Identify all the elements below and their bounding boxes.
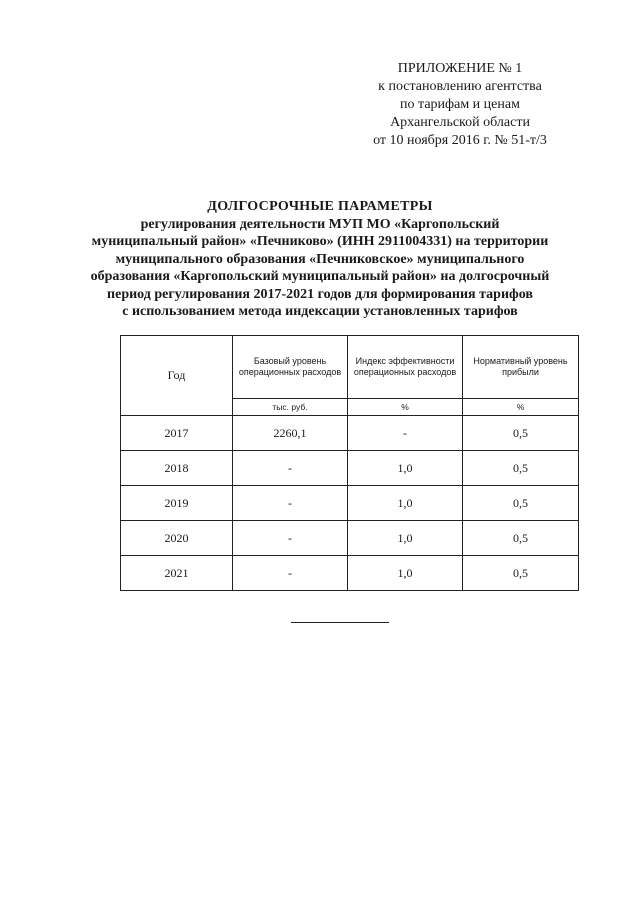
cell-efficiency-index: 1,0 — [348, 451, 463, 486]
cell-year: 2017 — [121, 416, 233, 451]
parameters-table — [120, 335, 579, 591]
table-row — [121, 556, 579, 591]
cell-base-costs: - — [233, 486, 348, 521]
cell-profit-level: 0,5 — [463, 416, 579, 451]
cell-base-costs: 2260,1 — [233, 416, 348, 451]
cell-year: 2021 — [121, 556, 233, 591]
table-row — [121, 521, 579, 556]
appendix-date: от 10 ноября 2016 г. № 51-т/3 — [373, 133, 547, 148]
table-header-row — [121, 336, 579, 399]
title-line: период регулирования 2017-2021 годов для формирования тарифов — [107, 286, 533, 302]
table-row — [121, 486, 579, 521]
appendix-line: по тарифам и ценам — [400, 97, 520, 112]
cell-year: 2020 — [121, 521, 233, 556]
appendix-line: Архангельской области — [390, 115, 530, 130]
header-efficiency-index: Индекс эффективности операционных расходов — [348, 336, 463, 399]
title-line: муниципальный район» «Печниково» (ИНН 2911004331) на территории — [91, 234, 549, 249]
header-base-costs: Базовый уровень операционных расходов — [233, 336, 348, 399]
cell-efficiency-index: 1,0 — [348, 521, 463, 556]
title-heading: ДОЛГОСРОЧНЫЕ ПАРАМЕТРЫ — [207, 199, 433, 214]
table-row — [121, 451, 579, 486]
unit-efficiency-index: % — [348, 399, 463, 416]
cell-profit-level: 0,5 — [463, 521, 579, 556]
cell-profit-level: 0,5 — [463, 556, 579, 591]
title-line: муниципального образования «Печниковское» муниципального — [115, 251, 525, 267]
table-row — [121, 416, 579, 451]
document-title — [60, 198, 580, 321]
appendix-number: ПРИЛОЖЕНИЕ № 1 — [397, 61, 523, 76]
cell-year: 2019 — [121, 486, 233, 521]
appendix-header — [340, 60, 580, 150]
unit-profit-level: % — [463, 399, 579, 416]
title-line: регулирования деятельности МУП МО «Каргопольский — [140, 216, 500, 232]
cell-efficiency-index: 1,0 — [348, 486, 463, 521]
header-year: Год — [121, 336, 233, 416]
cell-year: 2018 — [121, 451, 233, 486]
cell-base-costs: - — [233, 556, 348, 591]
end-divider — [291, 622, 389, 623]
unit-base-costs: тыс. руб. — [233, 399, 348, 416]
cell-efficiency-index: - — [348, 416, 463, 451]
cell-profit-level: 0,5 — [463, 486, 579, 521]
cell-base-costs: - — [233, 451, 348, 486]
appendix-line: к постановлению агентства — [378, 79, 542, 94]
header-profit-level: Нормативный уровень прибыли — [463, 336, 579, 399]
title-line: образования «Каргопольский муниципальный район» на долгосрочный — [90, 269, 550, 284]
cell-efficiency-index: 1,0 — [348, 556, 463, 591]
cell-base-costs: - — [233, 521, 348, 556]
cell-profit-level: 0,5 — [463, 451, 579, 486]
title-line: с использованием метода индексации установленных тарифов — [122, 304, 518, 319]
